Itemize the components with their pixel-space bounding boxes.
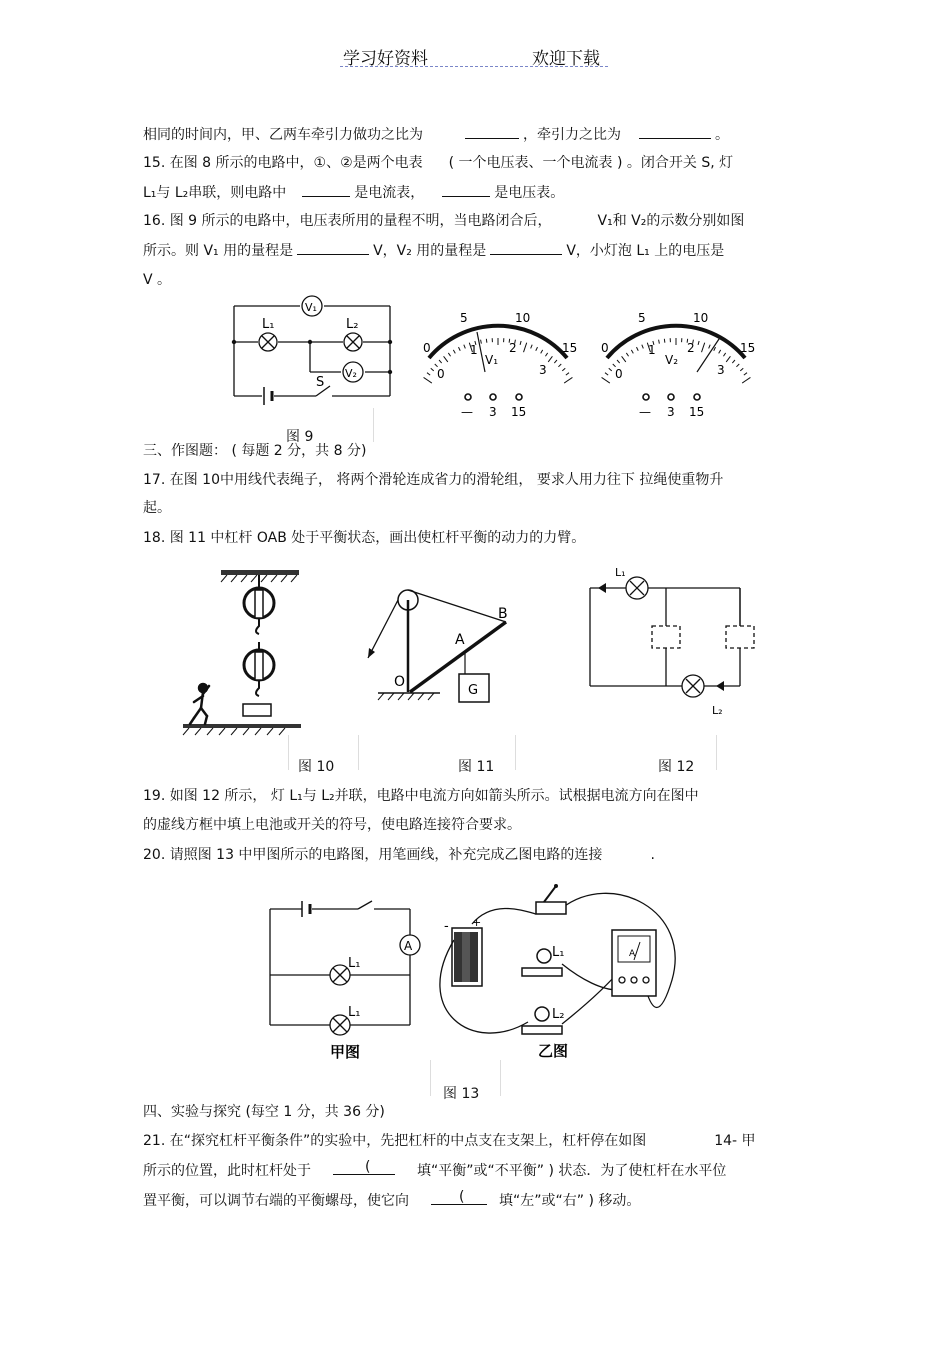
dial-tick <box>740 368 743 371</box>
fig10-caption: 图 10 <box>298 759 335 775</box>
fig11-lever <box>360 578 530 708</box>
dial-tick <box>431 368 434 371</box>
dial-tick <box>726 356 730 362</box>
dial-tick <box>617 360 620 363</box>
dial-tick <box>548 356 552 362</box>
dial-tick <box>698 341 699 345</box>
svg-text:3: 3 <box>667 405 675 419</box>
fig9-s-label: S <box>316 375 325 390</box>
fig11-caption: 图 11 <box>458 759 495 775</box>
section4-title: 四、实验与探究 (每空 1 分，共 36 分) <box>143 1104 385 1120</box>
fig9-circuit <box>228 290 403 410</box>
dial-tick <box>742 377 750 383</box>
fig13-ammeter-label: A <box>629 949 636 959</box>
q15-line-1: 15. 在图 8 所示的电路中，①、②是两个电表 ( 一个电压表、一个电流表 ) 。闭合开关 S, 灯 <box>143 155 734 171</box>
dial-tick <box>481 340 482 344</box>
svg-text:0: 0 <box>601 341 609 355</box>
fig13-divider-left <box>430 1060 431 1096</box>
dial-tick <box>736 364 739 367</box>
q16-line-1: 16. 图 9 所示的电路中，电压表所用的量程不明，当电路闭合后， V₁和 V₂的示数分别如图 <box>143 213 745 229</box>
dial-tick <box>723 353 725 356</box>
fig9-l2-label: L₂ <box>346 317 359 332</box>
svg-text:2: 2 <box>509 341 517 355</box>
fig9-caption: 图 9 <box>286 429 314 445</box>
fig10-divider-right <box>358 735 359 770</box>
dial-tick <box>424 377 432 383</box>
q19-line-1: 19. 如图 12 所示， 灯 L₁与 L₂并联，电路中电流方向如箭头所示。试根据电流方向在图中 <box>143 788 699 804</box>
fig13-l1-label: L₁ <box>348 956 361 971</box>
fig9-v1-label: V₁ <box>305 301 317 314</box>
q20-line-1: 20. 请照图 13 中甲图所示的电路图，用笔画线，补充完成乙图电路的连接 . <box>143 847 655 863</box>
fig13-l1b-label: L₁ <box>348 1005 361 1020</box>
dial-tick <box>558 364 561 367</box>
dial-tick <box>453 350 455 353</box>
dial-tick <box>486 339 487 343</box>
svg-text:15: 15 <box>562 341 578 355</box>
svg-text:—: — <box>461 405 473 419</box>
dial-tick <box>642 345 644 349</box>
svg-text:5: 5 <box>638 311 646 325</box>
dial-tick <box>709 345 711 349</box>
svg-text:0: 0 <box>437 367 445 381</box>
dial-tick <box>541 350 543 353</box>
section3-title: 三、作图题： ( 每题 2 分，共 8 分) <box>143 443 367 459</box>
fig13-caption: 图 13 <box>443 1086 480 1102</box>
dial-tick <box>744 373 747 375</box>
fig13-left-title: 甲图 <box>330 1043 361 1061</box>
dial-tick <box>636 347 638 351</box>
fig9-meter1-v1-label: V₁ <box>485 353 499 367</box>
dial-tick <box>536 347 538 351</box>
q17-line-1: 17. 在图 10中用线代表绳子， 将两个滑轮连成省力的滑轮组， 要求人用力往下 拉绳使重物升 <box>143 472 724 488</box>
q16-blank-1[interactable] <box>297 240 369 255</box>
svg-text:3: 3 <box>489 405 497 419</box>
svg-text:15: 15 <box>740 341 756 355</box>
svg-text:0: 0 <box>423 341 431 355</box>
dial-tick <box>602 377 610 383</box>
header-left: 学习好资料 <box>343 49 428 69</box>
q21-line-2: 所示的位置，此时杠杆处于 ( 填“平衡”或“不平衡” ) 状态．为了使杠杆在水平位 <box>143 1159 727 1179</box>
dial-tick <box>524 343 527 352</box>
q18-line-1: 18. 图 11 中杠杆 OAB 处于平衡状态，画出使杠杆平衡的动力的力臂。 <box>143 530 586 546</box>
fig11-a-label: A <box>455 632 465 648</box>
fig9-l1-label: L₁ <box>262 317 275 332</box>
dial-tick <box>464 345 466 349</box>
dial-tick <box>631 350 633 353</box>
dial-tick <box>626 353 628 356</box>
dial-tick <box>609 368 612 371</box>
dial-tick <box>448 353 450 356</box>
fig13-plus-label: + <box>472 916 482 929</box>
dial-tick <box>664 339 665 343</box>
svg-text:5: 5 <box>460 311 468 325</box>
dial-tick <box>439 360 442 363</box>
fig13-right-title: 乙图 <box>538 1042 569 1060</box>
fig12-l1-label: L₁ <box>615 566 626 579</box>
q21-line-1: 21. 在“探究杠杆平衡条件”的实验中，先把杠杆的中点支在支架上，杠杆停在如图 14- 甲 <box>143 1133 756 1149</box>
dial-tick <box>605 373 608 375</box>
dial-tick <box>702 343 705 352</box>
fig11-b-label: B <box>498 606 508 622</box>
fig9-meter-v1 <box>415 308 585 418</box>
q14-line: 相同的时间内，甲、乙两车牵引力做功之比为 ，牵引力之比为 。 <box>143 124 729 145</box>
dial-tick <box>714 347 716 351</box>
svg-text:15: 15 <box>689 405 705 419</box>
dial-tick <box>562 368 565 371</box>
fig13-bulb1-label: L₁ <box>552 945 565 960</box>
q16-line-2: 所示。则 V₁ 用的量程是 V，V₂ 用的量程是 V，小灯泡 L₁ 上的电压是 <box>143 240 724 261</box>
dial-tick <box>566 373 569 375</box>
dial-tick <box>659 340 660 344</box>
fig12-caption: 图 12 <box>658 759 695 775</box>
dial-tick <box>427 373 430 375</box>
svg-text:15: 15 <box>511 405 527 419</box>
fig10-pulleys <box>183 570 303 740</box>
header-underline <box>340 66 608 67</box>
fig12-divider <box>716 735 717 770</box>
svg-text:10: 10 <box>693 311 709 325</box>
dial-tick <box>545 353 547 356</box>
q16-blank-2[interactable] <box>490 240 562 255</box>
dial-tick <box>719 350 721 353</box>
fig9-divider <box>373 408 374 442</box>
fig9-v2-label: V₂ <box>345 367 357 380</box>
fig13-schematic <box>262 895 427 1065</box>
svg-text:1: 1 <box>470 343 478 357</box>
fig9-meter2-v2-label: V₂ <box>665 353 679 367</box>
dial-tick <box>732 360 735 363</box>
svg-text:3: 3 <box>539 363 547 377</box>
header-right: 欢迎下载 <box>532 49 600 69</box>
dial-tick <box>622 356 626 362</box>
q15-blank-1[interactable] <box>302 182 350 197</box>
q14-blank-1[interactable] <box>465 124 519 139</box>
fig13-bulb2-label: L₂ <box>552 1007 565 1022</box>
q21-blank-1[interactable]: ( <box>333 1160 395 1175</box>
dial-tick <box>554 360 557 363</box>
q17-line-2: 起。 <box>143 500 171 516</box>
q16-line-3: V 。 <box>143 272 172 288</box>
q15-line-2: L₁与 L₂串联，则电路中 是电流表， 是电压表。 <box>143 182 564 203</box>
q14-blank-2[interactable] <box>639 124 711 139</box>
fig12-circuit <box>580 562 760 722</box>
fig11-o-label: O <box>394 674 406 690</box>
fig13-minus-label: - <box>444 919 449 934</box>
fig13-wiring <box>432 880 682 1065</box>
fig13-a-label: A <box>404 939 413 953</box>
svg-text:—: — <box>639 405 651 419</box>
fig13-divider-right <box>500 1060 501 1096</box>
q21-line-3: 置平衡，可以调节右端的平衡螺母，使它向 ( 填“左”或“右” ) 移动。 <box>143 1189 641 1209</box>
fig9-meter-v2 <box>593 308 763 418</box>
dial-tick <box>564 377 572 383</box>
dial-tick <box>458 347 460 351</box>
fig11-g-label: G <box>468 683 479 698</box>
dial-tick <box>520 341 521 345</box>
svg-text:3: 3 <box>717 363 725 377</box>
q19-line-2: 的虚线方框中填上电池或开关的符号，使电路连接符合要求。 <box>143 817 521 833</box>
fig10-divider-left <box>288 735 289 770</box>
fig11-divider <box>515 735 516 770</box>
fig12-l2-label: L₂ <box>712 704 723 717</box>
q15-blank-2[interactable] <box>442 182 490 197</box>
svg-text:2: 2 <box>687 341 695 355</box>
svg-text:1: 1 <box>648 343 656 357</box>
svg-text:0: 0 <box>615 367 623 381</box>
q21-blank-2[interactable]: ( <box>431 1190 487 1205</box>
dial-tick <box>531 345 533 349</box>
svg-text:10: 10 <box>515 311 531 325</box>
dial-tick <box>444 356 448 362</box>
